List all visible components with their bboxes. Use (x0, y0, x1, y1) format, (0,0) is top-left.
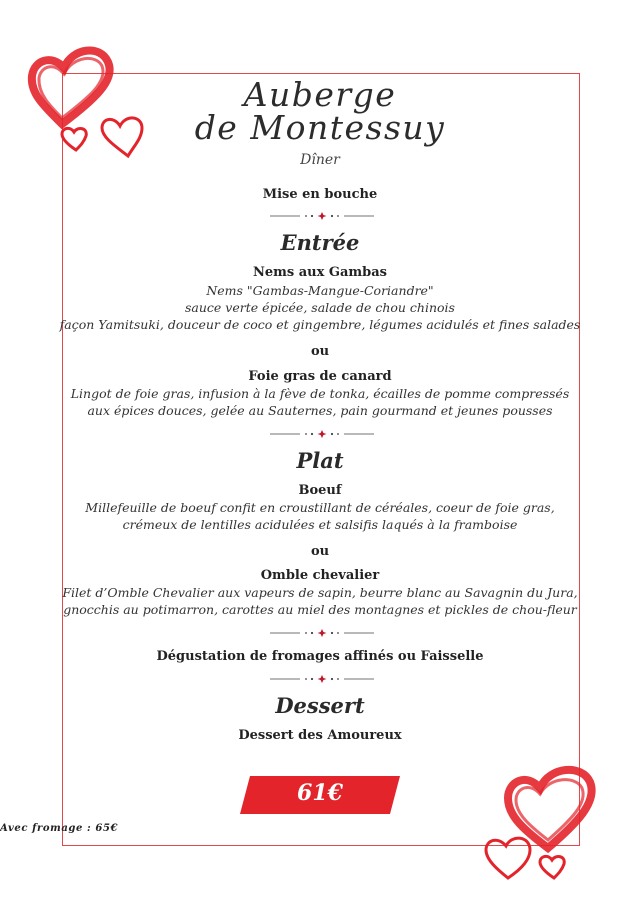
section-title-entree: Entrée (280, 230, 360, 255)
amuse-bouche: Mise en bouche (262, 187, 378, 202)
meal-label: Dîner (300, 152, 340, 168)
dish-description-line: gnocchis au potimarron, carottes au miel des montagnes et pickles de chou-fleur (63, 602, 577, 617)
ornament-divider (270, 628, 374, 638)
dish-name: Boeuf (298, 483, 342, 498)
dish-description-line: Filet d’Omble Chevalier aux vapeurs de sapin, beurre blanc au Savagnin du Jura, (62, 585, 578, 600)
ornament-divider (270, 674, 374, 684)
dish-description-line: aux épices douces, gelée au Sauternes, pain gourmand et jeunes pousses (87, 403, 553, 418)
price-value: 61€ (297, 780, 343, 806)
or-separator: ou (310, 544, 330, 559)
dish-description-line: crémeux de lentilles acidulées et salsifis laqués à la framboise (122, 517, 518, 532)
price-note: Avec fromage : 65€ (0, 823, 119, 834)
section-title-dessert: Dessert (275, 693, 365, 718)
ornament-divider (270, 429, 374, 439)
cheese-course: Dégustation de fromages affinés ou Faisselle (156, 649, 484, 664)
dish-name: Nems aux Gambas (252, 265, 388, 280)
ornament-divider (270, 211, 374, 221)
dish-description-line: sauce verte épicée, salade de chou chinois (185, 300, 455, 315)
dish-name: Dessert des Amoureux (238, 728, 402, 743)
restaurant-name-line1: Auberge (243, 75, 397, 114)
dish-description-line: Lingot de foie gras, infusion à la fève de tonka, écailles de pomme compressés (70, 386, 570, 401)
dish-name: Foie gras de canard (248, 369, 392, 384)
heart-icon (540, 856, 564, 878)
restaurant-name-line2: de Montessuy (194, 108, 446, 147)
or-separator: ou (310, 344, 330, 359)
dish-name: Omble chevalier (260, 568, 380, 583)
heart-icon (486, 838, 530, 878)
dish-description-line: Nems "Gambas-Mangue-Coriandre" (206, 283, 434, 298)
section-title-plat: Plat (296, 448, 344, 473)
dish-description-line: Millefeuille de boeuf confit en croustillant de céréales, coeur de foie gras, (85, 500, 555, 515)
dish-description-line: façon Yamitsuki, douceur de coco et gingembre, légumes acidulés et fines salades (59, 317, 581, 332)
